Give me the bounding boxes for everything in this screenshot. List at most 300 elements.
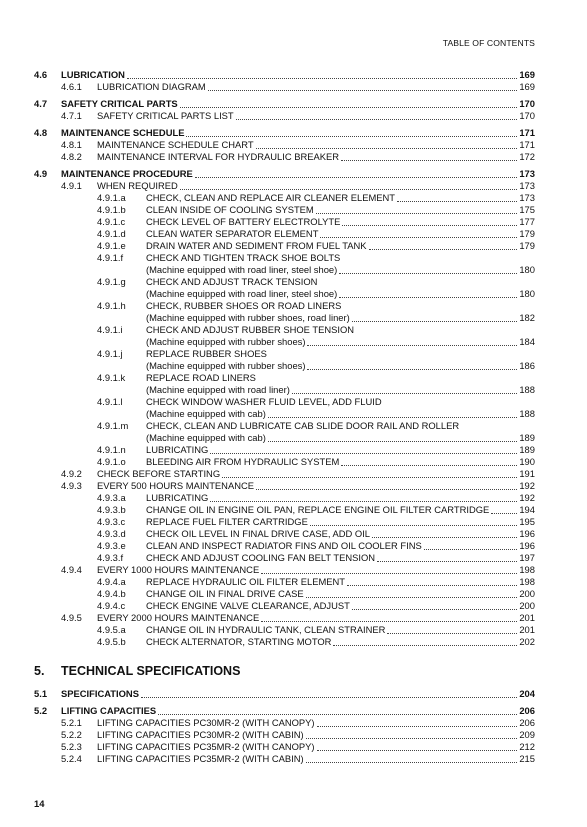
toc-entry-title: CLEAN WATER SEPARATOR ELEMENT [146,228,319,239]
toc-entry-page: 179 [519,228,535,239]
dot-leader [461,420,519,429]
toc-entry-line [146,360,535,372]
toc-entry-page: 173 [519,192,535,203]
toc-entry-page: 188 [519,408,535,419]
toc-entry-number: 4.9.5.b [97,636,126,647]
toc-entry-page: 179 [519,240,535,251]
toc-entry[interactable] [0,98,587,110]
toc-entry-title: LIFTING CAPACITIES [61,705,157,716]
toc-entry-number: 4.9.4.a [97,576,126,587]
toc-entry-line [146,492,535,504]
dot-leader [387,624,517,634]
toc-entry-number: 4.9.1.c [97,216,126,227]
toc-entry-title: EVERY 1000 HOURS MAINTENANCE [97,564,260,575]
dot-leader [186,127,517,137]
toc-entry-page: 215 [519,753,535,764]
toc-entry-number: 4.9.3.e [97,540,126,551]
toc-entry-page: 170 [519,98,535,109]
toc-entry-number: 4.9.3.a [97,492,126,503]
dot-leader [317,717,518,727]
toc-entry-title: MAINTENANCE SCHEDULE CHART [97,139,254,150]
toc-entry-title: (Machine equipped with road liner, steel shoe) [146,264,338,275]
toc-entry-title: (Machine equipped with rubber shoes) [146,360,306,371]
toc-entry-line [97,753,535,765]
toc-entry[interactable] [0,420,587,432]
toc-entry[interactable] [0,741,587,753]
toc-entry-page: 171 [519,139,535,150]
dot-leader [307,336,517,346]
dot-leader [352,600,517,610]
toc-entry-page: 182 [519,312,535,323]
toc-entry-number: 4.9.3.d [97,528,126,539]
toc-entry[interactable] [0,612,587,624]
toc-entry-title: CHECK BEFORE STARTING [97,468,221,479]
toc-entry[interactable] [0,552,587,564]
dot-leader [222,468,517,478]
toc-entry-title: SPECIFICATIONS [61,688,139,699]
toc-entry-title: BLEEDING AIR FROM HYDRAULIC SYSTEM [146,456,340,467]
toc-entry[interactable] [0,408,587,420]
toc-entry-number: 4.9.1.j [97,348,123,359]
toc-entry-title: CHANGE OIL IN HYDRAULIC TANK, CLEAN STRAINER [146,624,386,635]
toc-entry-number: 4.9.5.a [97,624,126,635]
toc-entry[interactable] [0,588,587,600]
toc-entry[interactable] [0,216,587,228]
toc-entry-line [146,600,535,612]
toc-entry[interactable] [0,624,587,636]
dot-leader [256,139,518,149]
toc-entry-line [97,612,535,624]
toc-entry-number: 4.9.1.e [97,240,126,251]
toc-entry-page: 189 [519,444,535,455]
toc-entry[interactable] [0,564,587,576]
toc-entry[interactable] [0,504,587,516]
page-number: 14 [34,798,45,809]
toc-entry-title: CHECK ALTERNATOR, STARTING MOTOR [146,636,332,647]
toc-entry-title: CHECK AND ADJUST TRACK TENSION [146,276,318,287]
dot-leader [269,348,519,357]
toc-entry-number: 4.9.1.k [97,372,126,383]
toc-entry[interactable] [0,480,587,492]
toc-entry-number: 5.2.3 [61,741,82,752]
toc-entry-line [146,252,535,264]
toc-entry-line [61,688,535,700]
toc-entry-page: 196 [519,528,535,539]
toc-entry-title: REPLACE RUBBER SHOES [146,348,267,359]
toc-entry[interactable] [0,276,587,288]
toc-entry-line [61,98,535,110]
toc-entry-line [146,552,535,564]
chapter-title: TECHNICAL SPECIFICATIONS [61,664,241,678]
toc-entry-line [146,300,535,312]
dot-leader [339,264,517,274]
dot-leader [306,588,518,598]
dot-leader [397,192,517,202]
toc-entry-title: WHEN REQUIRED [97,180,178,191]
dot-leader [158,705,517,715]
dot-leader [424,540,518,550]
toc-entry-number: 4.9.2 [61,468,82,479]
toc-entry-page: 180 [519,264,535,275]
toc-entry-page: 200 [519,588,535,599]
toc-entry-title: LUBRICATING [146,492,209,503]
toc-entry-number: 4.9.1.f [97,252,124,263]
toc-entry-number: 4.9.1.l [97,396,123,407]
toc-entry[interactable] [0,444,587,456]
toc-entry-line [146,432,535,444]
toc-entry-page: 177 [519,216,535,227]
toc-entry-line [146,504,535,516]
toc-entry-line [61,127,535,139]
toc-entry[interactable] [0,492,587,504]
page-header: TABLE OF CONTENTS [442,38,535,48]
toc-entry-number: 4.9.3.b [97,504,126,515]
toc-entry-number: 5.2.2 [61,729,82,740]
toc-entry-line [146,624,535,636]
toc-entry-line [146,540,535,552]
toc-entry[interactable] [0,168,587,180]
toc-entry-page: 194 [519,504,535,515]
dot-leader [180,180,518,190]
toc-entry-line [146,420,535,432]
toc-entry-title: CHANGE OIL IN ENGINE OIL PAN, REPLACE ENGINE OIL FILTER CARTRIDGE [146,504,490,515]
dot-leader [384,396,519,405]
toc-entry-page: 195 [519,516,535,527]
toc-entry[interactable] [0,300,587,312]
toc-entry-page: 173 [519,168,535,179]
dot-leader [236,110,518,120]
toc-entry-title: (Machine equipped with cab) [146,408,266,419]
toc-entry-title: DRAIN WATER AND SEDIMENT FROM FUEL TANK [146,240,367,251]
toc-entry[interactable] [0,240,587,252]
toc-entry-title: REPLACE FUEL FILTER CARTRIDGE [146,516,308,527]
toc-entry-number: 4.9.3 [61,480,82,491]
toc-entry-title: LIFTING CAPACITIES PC30MR-2 (WITH CANOPY) [97,717,315,728]
toc-entry-page: 206 [519,717,535,728]
toc-entry[interactable] [0,753,587,765]
toc-entry-line [146,384,535,396]
toc-entry[interactable] [0,348,587,360]
toc-entry[interactable] [0,127,587,139]
toc-entry-number: 4.9.1.o [97,456,126,467]
toc-entry-line [146,456,535,468]
toc-entry-number: 4.9.5 [61,612,82,623]
dot-leader [491,504,517,514]
toc-entry-number: 4.9.1 [61,180,82,191]
toc-entry[interactable] [0,384,587,396]
toc-entry[interactable] [0,228,587,240]
toc-entry-line [146,528,535,540]
toc-entry-line [61,168,535,180]
dot-leader [210,444,517,454]
toc-entry-line [97,110,535,122]
dot-leader [141,688,517,698]
toc-entry[interactable] [0,139,587,151]
toc-entry[interactable] [0,372,587,384]
toc-entry-title: CLEAN AND INSPECT RADIATOR FINS AND OIL COOLER FINS [146,540,422,551]
toc-entry-page: 171 [519,127,535,138]
toc-entry[interactable] [0,705,587,717]
table-of-contents [0,69,587,765]
dot-leader [341,456,517,466]
dot-leader [292,384,518,394]
dot-leader [195,168,518,178]
toc-entry-line [146,264,535,276]
toc-entry[interactable] [0,180,587,192]
toc-entry-number: 5.2.4 [61,753,82,764]
toc-entry-line [146,336,535,348]
dot-leader [306,729,518,739]
toc-entry-line [146,576,535,588]
toc-entry[interactable] [0,600,587,612]
toc-entry-page: 202 [519,636,535,647]
toc-entry-line [146,372,535,384]
toc-entry-title: LIFTING CAPACITIES PC30MR-2 (WITH CABIN) [97,729,304,740]
toc-entry-page: 212 [519,741,535,752]
toc-entry[interactable] [0,192,587,204]
dot-leader [261,612,517,622]
toc-entry-line [97,81,535,93]
toc-entry-number: 5.2.1 [61,717,82,728]
toc-entry-number: 4.6 [34,69,48,80]
toc-entry[interactable] [0,151,587,163]
toc-entry[interactable] [0,468,587,480]
toc-entry-line [146,444,535,456]
toc-entry-page: 170 [519,110,535,121]
toc-entry-line [146,216,535,228]
toc-entry-title: CHECK WINDOW WASHER FLUID LEVEL, ADD FLUID [146,396,382,407]
toc-entry-title: CHECK, CLEAN AND REPLACE AIR CLEANER ELEMENT [146,192,396,203]
toc-entry[interactable] [0,110,587,122]
toc-entry[interactable] [0,336,587,348]
toc-entry-title: CHANGE OIL IN FINAL DRIVE CASE [146,588,304,599]
toc-entry-title: CHECK, CLEAN AND LUBRICATE CAB SLIDE DOOR RAIL AND ROLLER [146,420,460,431]
toc-entry-line [146,324,535,336]
toc-entry-title: (Machine equipped with cab) [146,432,266,443]
toc-entry-number: 4.9.1.b [97,204,126,215]
toc-entry-number: 4.9.1.m [97,420,129,431]
toc-entry[interactable] [0,312,587,324]
toc-entry[interactable] [0,729,587,741]
toc-entry-line [146,192,535,204]
toc-entry-line [146,240,535,252]
toc-entry-page: 190 [519,456,535,467]
toc-entry-page: 204 [519,688,535,699]
toc-entry[interactable] [0,396,587,408]
toc-entry-title: CHECK LEVEL OF BATTERY ELECTROLYTE [146,216,341,227]
toc-entry-line [97,480,535,492]
dot-leader [268,408,517,418]
toc-entry-number: 4.8.2 [61,151,82,162]
toc-entry-title: CHECK AND ADJUST RUBBER SHOE TENSION [146,324,355,335]
toc-entry-title: CHECK AND TIGHTEN TRACK SHOE BOLTS [146,252,341,263]
toc-entry-page: 173 [519,180,535,191]
dot-leader [316,204,518,214]
toc-entry-title: REPLACE HYDRAULIC OIL FILTER ELEMENT [146,576,346,587]
toc-entry-page: 196 [519,540,535,551]
dot-leader [306,753,518,763]
dot-leader [317,741,518,751]
toc-entry-line [97,741,535,753]
dot-leader [258,372,519,381]
chapter-heading [0,657,587,683]
toc-entry-line [146,276,535,288]
toc-entry[interactable] [0,576,587,588]
dot-leader [307,360,517,370]
toc-entry-line [61,69,535,81]
toc-entry[interactable] [0,69,587,81]
toc-entry[interactable] [0,432,587,444]
toc-entry-number: 4.9.3.c [97,516,126,527]
toc-entry-page: 200 [519,600,535,611]
toc-entry-page: 201 [519,612,535,623]
dot-leader [320,228,517,238]
toc-entry-line [146,636,535,648]
dot-leader [127,69,517,79]
dot-leader [356,324,519,333]
toc-entry-number: 4.9.1.i [97,324,123,335]
toc-entry-title: LUBRICATION [61,69,125,80]
toc-entry[interactable] [0,540,587,552]
toc-entry-title: MAINTENANCE SCHEDULE [61,127,185,138]
toc-entry[interactable] [0,516,587,528]
toc-entry-line [97,564,535,576]
dot-leader [333,636,517,646]
toc-entry-title: SAFETY CRITICAL PARTS [61,98,178,109]
toc-entry-page: 206 [519,705,535,716]
toc-entry-title: CHECK AND ADJUST COOLING FAN BELT TENSION [146,552,376,563]
toc-entry-title: EVERY 2000 HOURS MAINTENANCE [97,612,260,623]
toc-entry-line [146,588,535,600]
toc-entry-number: 5.2 [34,705,48,716]
toc-entry-title: (Machine equipped with rubber shoes) [146,336,306,347]
toc-entry-title: LUBRICATION DIAGRAM [97,81,206,92]
toc-entry-title: CHECK ENGINE VALVE CLEARANCE, ADJUST [146,600,350,611]
toc-entry[interactable] [0,204,587,216]
toc-entry-page: 175 [519,204,535,215]
toc-entry-page: 180 [519,288,535,299]
toc-entry[interactable] [0,636,587,648]
toc-entry-page: 191 [519,468,535,479]
toc-entry-line [146,288,535,300]
toc-entry-number: 4.9.1.n [97,444,126,455]
toc-entry-title: (Machine equipped with rubber shoes, road liner) [146,312,350,323]
dot-leader [342,252,519,261]
toc-entry-title: CHECK, RUBBER SHOES OR ROAD LINERS [146,300,342,311]
dot-leader [210,492,517,502]
toc-entry-title: LIFTING CAPACITIES PC35MR-2 (WITH CANOPY) [97,741,315,752]
toc-entry-number: 4.9 [34,168,48,179]
dot-leader [372,528,517,538]
toc-entry-page: 198 [519,576,535,587]
toc-entry[interactable] [0,81,587,93]
toc-entry-line [146,348,535,360]
toc-entry-title: CLEAN INSIDE OF COOLING SYSTEM [146,204,314,215]
toc-entry-number: 4.6.1 [61,81,82,92]
toc-entry-line [146,312,535,324]
toc-entry-page: 184 [519,336,535,347]
toc-entry-line [146,396,535,408]
toc-entry[interactable] [0,264,587,276]
toc-entry[interactable] [0,688,587,700]
toc-entry-line [97,180,535,192]
toc-entry-number: 4.9.4.c [97,600,126,611]
toc-entry-title: LIFTING CAPACITIES PC35MR-2 (WITH CABIN) [97,753,304,764]
toc-entry-line [146,516,535,528]
toc-entry-line [146,228,535,240]
toc-entry-title: MAINTENANCE PROCEDURE [61,168,193,179]
toc-entry-number: 4.9.4 [61,564,82,575]
toc-entry-number: 5.1 [34,688,48,699]
toc-entry-number: 4.9.4.b [97,588,126,599]
toc-entry-page: 192 [519,492,535,503]
dot-leader [343,300,519,309]
toc-entry-page: 169 [519,81,535,92]
toc-entry-line [97,468,535,480]
toc-entry-page: 186 [519,360,535,371]
toc-entry-page: 172 [519,151,535,162]
dot-leader [268,432,517,442]
toc-entry-line [146,204,535,216]
toc-entry-line [146,408,535,420]
toc-entry-title: (Machine equipped with road liner, steel shoe) [146,288,338,299]
toc-entry-number: 4.8 [34,127,48,138]
dot-leader [310,516,518,526]
toc-entry-title: SAFETY CRITICAL PARTS LIST [97,110,234,121]
toc-entry-page: 201 [519,624,535,635]
toc-entry[interactable] [0,252,587,264]
dot-leader [261,564,517,574]
toc-entry-number: 4.9.1.d [97,228,126,239]
toc-entry[interactable] [0,528,587,540]
dot-leader [208,81,518,91]
toc-entry[interactable] [0,456,587,468]
toc-entry-line [97,717,535,729]
toc-entry-page: 189 [519,432,535,443]
dot-leader [341,151,517,161]
toc-entry-number: 4.9.1.g [97,276,126,287]
toc-entry-line [97,729,535,741]
toc-entry-line [97,151,535,163]
toc-entry-number: 4.9.1.h [97,300,126,311]
toc-entry[interactable] [0,324,587,336]
dot-leader [342,216,517,226]
toc-entry[interactable] [0,360,587,372]
toc-entry-title: MAINTENANCE INTERVAL FOR HYDRAULIC BREAKER [97,151,340,162]
spacer [0,648,587,657]
dot-leader [339,288,517,298]
dot-leader [369,240,518,250]
chapter-number: 5. [34,664,45,678]
toc-entry-page: 192 [519,480,535,491]
toc-entry-title: REPLACE ROAD LINERS [146,372,256,383]
toc-entry-number: 4.7 [34,98,48,109]
dot-leader [347,576,517,586]
toc-entry-title: EVERY 500 HOURS MAINTENANCE [97,480,254,491]
toc-entry-line [61,705,535,717]
toc-entry-number: 4.9.3.f [97,552,124,563]
toc-entry-title: (Machine equipped with road liner) [146,384,290,395]
toc-entry[interactable] [0,717,587,729]
dot-leader [180,98,518,108]
toc-entry-page: 198 [519,564,535,575]
toc-entry-number: 4.8.1 [61,139,82,150]
toc-entry-title: LUBRICATING [146,444,209,455]
toc-entry-page: 197 [519,552,535,563]
toc-entry-page: 169 [519,69,535,80]
toc-entry[interactable] [0,288,587,300]
toc-entry-line [97,139,535,151]
